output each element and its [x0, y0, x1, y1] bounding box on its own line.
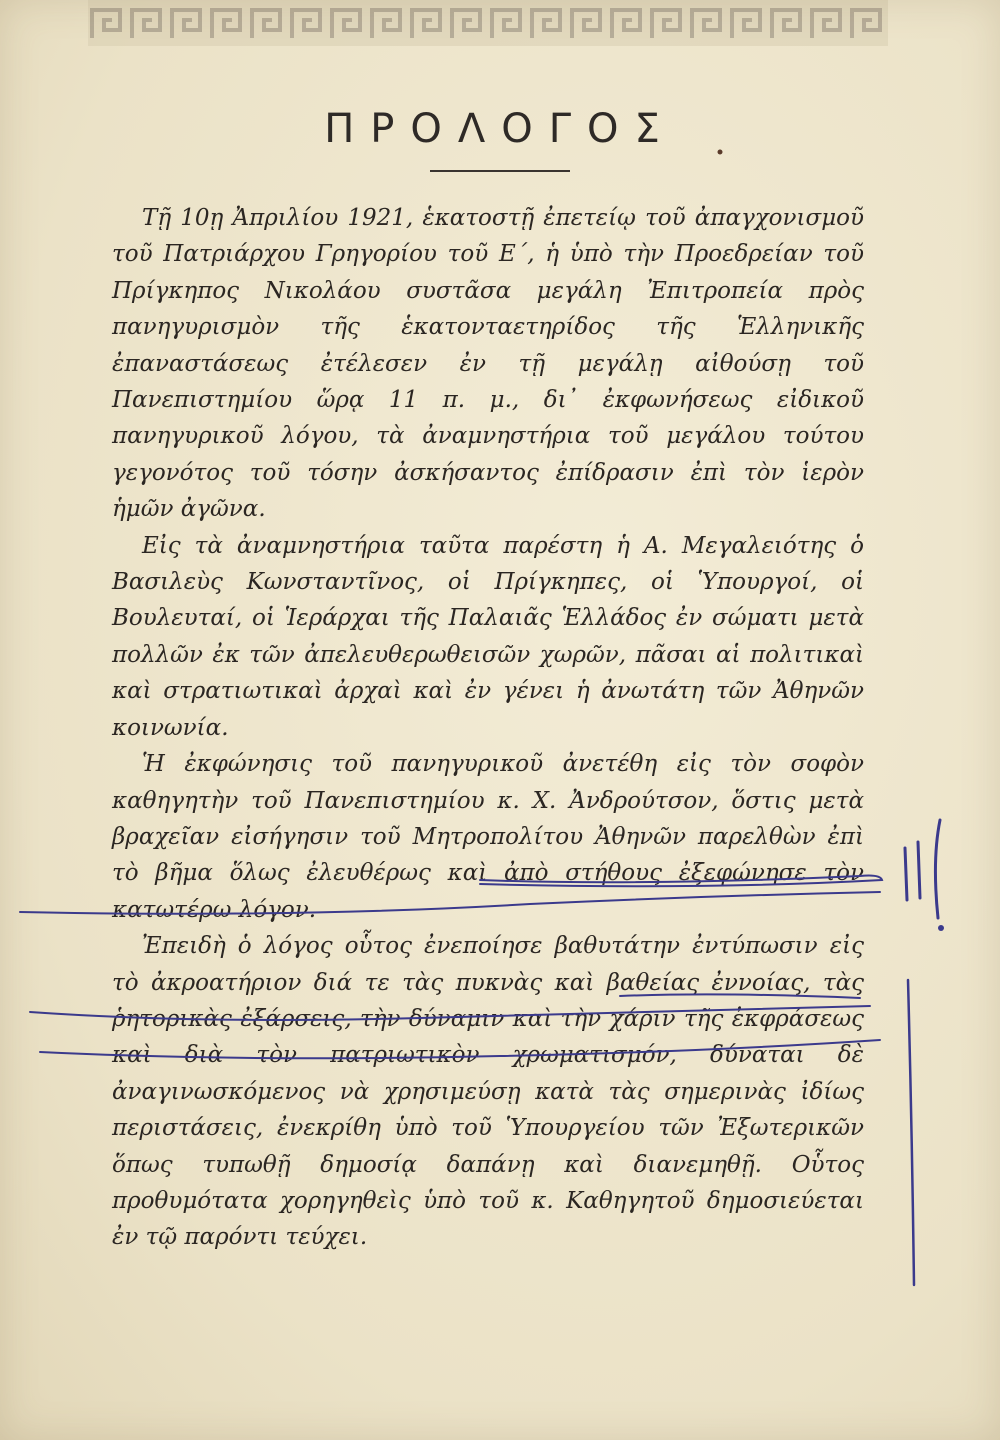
meander-ornament: [88, 0, 888, 46]
paragraph-2: Εἰς τὰ ἀναμνηστήρια ταῦτα παρέστη ἡ Α. Μεγαλειότης ὁ Βασιλεὺς Κωνσταντῖνος, οἱ Πρίγκηπες, οἱ Ὑπουργοί, οἱ Βουλευταί, οἱ Ἱεράρχαι τῆς Παλαιᾶς Ἑλλάδος ἐν σώματι μετὰ πολλῶν ἐκ τῶν ἀπελευθερωθεισῶν χωρῶν, πᾶσαι αἱ πολιτικαὶ καὶ στρατιωτικαὶ ἀρχαὶ καὶ ἐν γένει ἡ ἀνωτάτη τῶν Ἀθηνῶν κοινωνία.: [112, 532, 864, 741]
pen-margin-line: [908, 980, 914, 1285]
pen-dot: [938, 925, 944, 931]
preface-body: [112, 200, 864, 1256]
pen-margin-bracket-3: [918, 842, 920, 898]
title-divider: [430, 170, 570, 172]
paragraph-1: Τῇ 10ῃ Ἀπριλίου 1921, ἑκατοστῇ ἐπετείῳ τοῦ ἀπαγχονισμοῦ τοῦ Πατριάρχου Γρηγορίου τοῦ Ε΄, ἡ ὑπὸ τὴν Προεδρείαν τοῦ Πρίγκηπος Νικολάου συστᾶσα μεγάλη Ἐπιτροπεία πρὸς πανηγυρισμὸν τῆς ἑκατονταετηρίδος τῆς Ἑλληνικῆς ἐπαναστάσεως ἐτέλεσεν ἐν τῇ μεγάλῃ αἰθούσῃ τοῦ Πανεπιστημίου ὥρᾳ 11 π. μ., δι᾽ ἐκφωνήσεως εἰδικοῦ πανηγυρικοῦ λόγου, τὰ ἀναμνηστήρια τοῦ μεγάλου τούτου γεγονότος τοῦ τόσην ἀσκήσαντος ἐπίδρασιν ἐπὶ τὸν ἱερὸν ἡμῶν ἀγῶνα.: [112, 205, 864, 523]
paragraph-3: Ἡ ἐκφώνησις τοῦ πανηγυρικοῦ ἀνετέθη εἰς τὸν σοφὸν καθηγητὴν τοῦ Πανεπιστημίου κ. Χ. Ἀνδρούτσον, ὅστις μετὰ βραχεῖαν εἰσήγησιν τοῦ Μητροπολίτου Ἀθηνῶν παρελθὼν ἐπὶ τὸ βῆμα ὅλως ἐλευθέρως καὶ ἀπὸ στήθους ἐξεφώνησε τὸν κατωτέρω λόγον.: [112, 751, 864, 923]
decorative-border-band: [88, 0, 888, 46]
page-title: ΠΡΟΛΟΓΟΣ: [324, 106, 676, 152]
paragraph-4: Ἐπειδὴ ὁ λόγος οὗτος ἐνεποίησε βαθυτάτην ἐντύπωσιν εἰς τὸ ἀκροατήριον διά τε τὰς πυκνὰς καὶ βαθείας ἐννοίας, τὰς ῥητορικὰς ἐξάρσεις, τὴν δύναμιν καὶ τὴν χάριν τῆς ἐκφράσεως καὶ διὰ τὸν πατριωτικὸν χρωματισμόν, δύναται δὲ ἀναγινωσκόμενος νὰ χρησιμεύσῃ κατὰ τὰς σημερινὰς ἰδίως περιστάσεις, ἐνεκρίθη ὑπὸ τοῦ Ὑπουργείου τῶν Ἐξωτερικῶν ὅπως τυπωθῇ δημοσίᾳ δαπάνῃ καὶ διανεμηθῇ. Οὗτος προθυμότατα χορηγηθεὶς ὑπὸ τοῦ κ. Καθηγητοῦ δημοσιεύεται ἐν τῷ παρόντι τεύχει.: [112, 933, 864, 1251]
pen-margin-bracket-1: [935, 820, 940, 918]
pen-margin-bracket-2: [905, 848, 907, 900]
